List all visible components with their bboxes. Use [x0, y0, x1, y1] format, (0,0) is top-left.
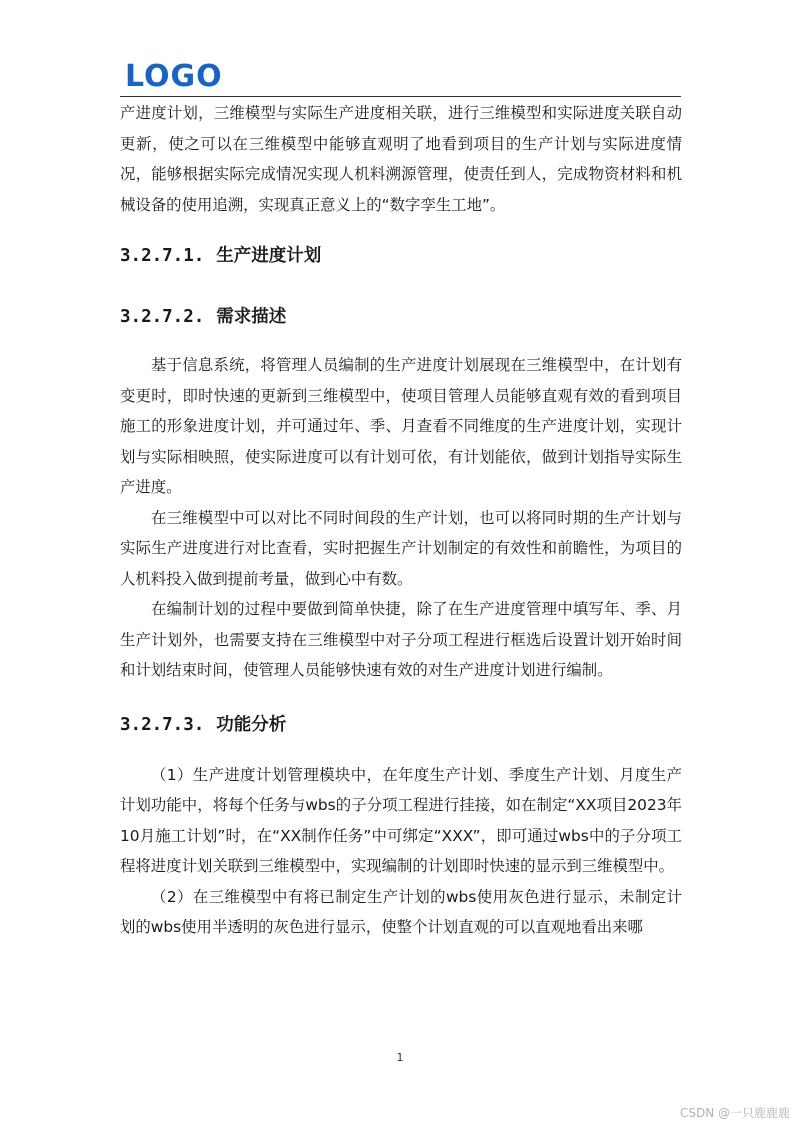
- section-title: 生产进度计划: [216, 246, 322, 266]
- section-heading-3-2-7-1: [120, 241, 682, 271]
- section-number: 3.2.7.3.: [120, 714, 205, 735]
- watermark: CSDN @一只鹿鹿鹿: [679, 1106, 790, 1120]
- section-number: 3.2.7.1.: [120, 246, 205, 266]
- section-title: 需求描述: [216, 307, 287, 327]
- intro-paragraph: 产进度计划，三维模型与实际生产进度相关联，进行三维模型和实际进度关联自动更新，使之可以在三维模型中能够直观明了地看到项目的生产计划与实际进度情况，能够根据实际完成情况实现人机料溯源管理，使责任到人，完成物资材料和机械设备的使用追溯，实现真正意义上的“数字孪生工地”。: [120, 104, 682, 214]
- paragraph: 基于信息系统，将管理人员编制的生产进度计划展现在三维模型中，在计划有变更时，即时快速的更新到三维模型中，使项目管理人员能够直观有效的看到项目施工的形象进度计划，并可通过年、季、月查看不同维度的生产进度计划，实现计划与实际相映照，使实际进度可以有计划可依，有计划能依，做到计划指导实际生产进度。: [120, 356, 682, 496]
- section-3-2-7-3-body: [120, 760, 682, 943]
- section-heading-3-2-7-2: [120, 302, 682, 332]
- paragraph: 在编制计划的过程中要做到简单快捷，除了在生产进度管理中填写年、季、月生产计划外，也需要支持在三维模型中对子分项工程进行框选后设置计划开始时间和计划结束时间，使管理人员能够快速有效的对生产进度计划进行编制。: [120, 600, 682, 679]
- paragraph: （1）生产进度计划管理模块中，在年度生产计划、季度生产计划、月度生产计划功能中，将每个任务与wbs的子分项工程进行挂接，如在制定“XX项目2023年10月施工计划”时，在“XX制作任务”中可绑定“XXX”，即可通过wbs中的子分项工程将进度计划关联到三维模型中，实现编制的计划即时快速的显示到三维模型中。: [120, 765, 682, 875]
- paragraph: （2）在三维模型中有将已制定生产计划的wbs使用灰色进行显示，未制定计划的wbs使用半透明的灰色进行显示，使整个计划直观的可以直观地看出来哪: [120, 887, 682, 936]
- paragraph: 在三维模型中可以对比不同时间段的生产计划，也可以将同时期的生产计划与实际生产进度进行对比查看，实时把握生产计划制定的有效性和前瞻性，为项目的人机料投入做到提前考量，做到心中有数。: [120, 508, 682, 588]
- section-heading-3-2-7-3: [120, 710, 682, 740]
- logo: LOGO: [125, 59, 223, 94]
- section-number: 3.2.7.2.: [120, 307, 205, 327]
- header-divider: [120, 96, 681, 97]
- section-3-2-7-2-body: [120, 350, 682, 686]
- section-title: 功能分析: [216, 714, 287, 735]
- page-number: 1: [396, 1051, 404, 1064]
- document-body: [120, 98, 682, 943]
